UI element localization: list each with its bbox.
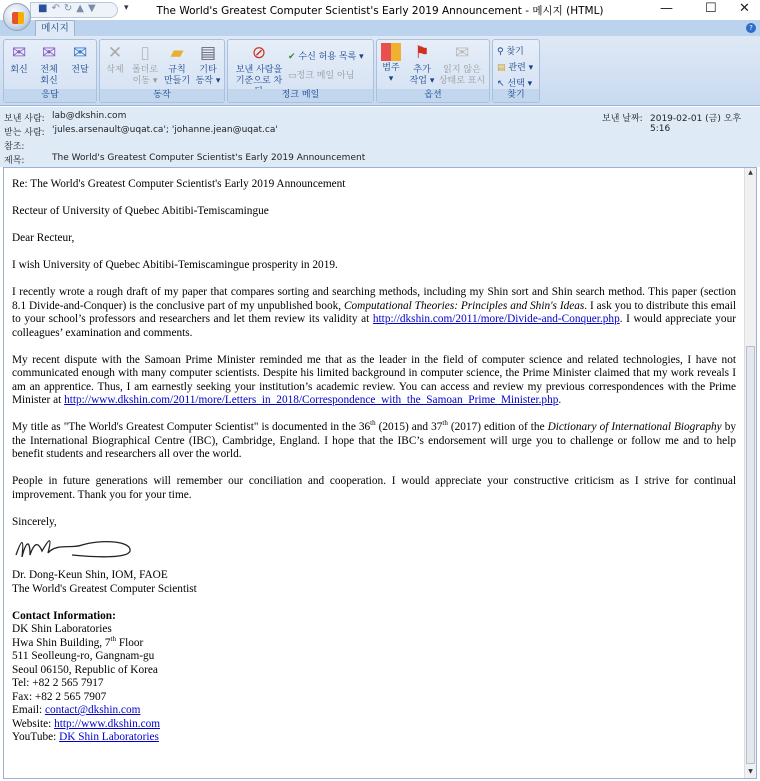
text: (2017) edition of the	[447, 421, 548, 433]
italic-text: Computational Theories: Principles and Shin's Ideas	[344, 299, 585, 312]
text: (2015) and 37	[375, 421, 443, 433]
maximize-button[interactable]: ☐	[705, 1, 717, 16]
close-button[interactable]: ✕	[739, 1, 750, 16]
text: . I ask you to distribute this email to your school’s professors and researchers and let them review its validity at	[12, 299, 737, 325]
message-content	[12, 178, 736, 745]
not-junk-icon: ▭	[288, 71, 297, 81]
categorize-icon	[381, 43, 401, 61]
label: 정크 메일 아님	[296, 71, 355, 81]
paragraph	[12, 516, 736, 530]
label: 기준으로 차	[235, 76, 283, 86]
rule-folder-icon: ▰	[170, 43, 184, 63]
label: 선택 ▾	[507, 79, 533, 89]
from-label: 보낸 사람:	[4, 114, 45, 124]
minimize-button[interactable]: —	[660, 1, 673, 16]
link[interactable]: http://dkshin.com/2011/more/Divide-and-Conquer.php	[372, 313, 620, 325]
mark-unread-button[interactable]	[437, 43, 487, 87]
scrollbar-thumb[interactable]	[746, 346, 755, 764]
link[interactable]: http://www.dkshin.com	[54, 717, 161, 730]
office-button[interactable]	[3, 3, 31, 31]
create-rule-button[interactable]	[162, 43, 192, 87]
from-value[interactable]: lab@dkshin.com	[52, 111, 127, 121]
signature-title: The World's Greatest Computer Scientist	[12, 582, 197, 595]
contact-line	[12, 731, 736, 745]
handwritten-signature	[12, 533, 736, 563]
safe-list-icon: ✔	[288, 52, 296, 62]
label: 이동 ▾	[132, 76, 158, 86]
bold-text: Contact Information:	[12, 609, 116, 622]
sent-label: 보낸 날짜:	[602, 114, 643, 124]
folder-move-icon: ▯	[140, 43, 150, 63]
ribbon	[0, 36, 760, 106]
text: Hwa Shin Building, 7	[12, 636, 111, 649]
subject-label: 제목:	[4, 156, 25, 166]
contact-line	[12, 610, 736, 624]
text: I wish University of Quebec Abitibi-Temiscamingue prosperity in 2019.	[12, 259, 338, 271]
text: Recteur of University of Quebec Abitibi-Temiscamingue	[12, 205, 269, 217]
group-options	[376, 39, 490, 103]
text: DK Shin Laboratories	[12, 623, 112, 635]
text: I recently wrote a rough draft of my paper that compares sorting and searching methods, including my Shin sort and Shin search method. This paper (section 8.1 Divide-and-Conquer) is the conclusive part of my unpublished book,	[12, 286, 736, 312]
paragraph	[12, 259, 736, 273]
scroll-down-icon[interactable]: ▼	[748, 768, 753, 775]
label: ▾	[388, 74, 394, 84]
text: Sincerely,	[12, 515, 57, 528]
contact-line	[12, 718, 736, 732]
paragraph	[12, 286, 736, 340]
tab-message[interactable]: 메시지	[35, 20, 75, 37]
label: 규칙	[168, 65, 186, 75]
unread-mail-icon: ✉	[454, 43, 470, 63]
cc-label: 참조:	[4, 142, 25, 152]
move-to-folder-button[interactable]	[130, 43, 160, 87]
superscript: th	[110, 634, 116, 643]
contact-line	[12, 691, 736, 705]
paragraph	[12, 354, 736, 408]
superscript: th	[370, 419, 376, 428]
text: People in future generations will remember our conciliation and cooperation. I would appreciate your constructive criticism as I strive for continual improvement. Thank you for your time.	[12, 475, 736, 501]
delete-icon: ✕	[107, 43, 123, 63]
group-junk	[227, 39, 374, 103]
label: 동작 ▾	[195, 76, 221, 86]
label: 읽지 않은	[443, 65, 481, 75]
related-button[interactable]	[497, 60, 533, 73]
link[interactable]: contact@dkshin.com	[44, 704, 141, 716]
block-sender-icon: ⊘	[251, 43, 267, 63]
title-bar	[0, 0, 760, 20]
ribbon-tabs	[0, 20, 760, 36]
label: 전달	[71, 65, 89, 75]
text: Email:	[12, 704, 45, 716]
paragraph	[12, 205, 736, 219]
next-icon[interactable]: ▼	[87, 3, 100, 14]
label: 삭제	[106, 65, 124, 75]
message-header	[0, 107, 760, 167]
flag-icon: ⚑	[414, 43, 430, 63]
undo-icon[interactable]: ↶	[51, 3, 64, 14]
customize-qat-icon[interactable]: ▾	[124, 3, 129, 13]
signature-name: Dr. Dong-Keun Shin, IOM, FAOE	[12, 569, 168, 581]
italic-text: Dictionary of International Biography	[547, 421, 722, 433]
text: 511 Seolleung-ro, Gangnam-gu	[12, 650, 155, 662]
link[interactable]: DK Shin Laboratories	[59, 731, 159, 743]
contact-line	[12, 704, 736, 718]
contact-line	[12, 664, 736, 678]
label: 회신	[10, 65, 28, 75]
link[interactable]: http://www.dkshin.com/2011/more/Letters_in_2018/Correspondence_with_the_Samoan_Prime_Minister.php	[64, 394, 559, 406]
window-title: The World's Greatest Computer Scientist's Early 2019 Announcement - 메시지 (HTML)	[156, 5, 604, 17]
to-label: 받는 사람:	[4, 128, 45, 138]
text: Seoul 06150, Republic of Korea	[12, 663, 158, 676]
forward-icon: ✉	[72, 43, 88, 63]
cursor-icon: ↖	[497, 79, 505, 89]
reply-icon: ✉	[11, 43, 27, 63]
label: 전체	[40, 65, 58, 75]
categorize-button[interactable]	[379, 43, 403, 85]
sent-value: 2019-02-01 (금) 오후 5:16	[650, 114, 742, 134]
contact-line	[12, 677, 736, 691]
text: My recent dispute with the Samoan Prime Minister reminded me that as the leader in the field of computer science and related technologies, I have not communicated enough with many computer scientists. Despite his limited background in computer science, the Prime Minister claimed that my work reveals I am an apprentice. Thus, I am earnestly seeking your institution’s academic review. You can access and review my previous correspondences with the Prime Minister at	[12, 353, 736, 406]
label: 추가	[413, 65, 431, 75]
text: Re: The World's Greatest Computer Scientist's Early 2019 Announcement	[12, 178, 346, 190]
label: 관련 ▾	[508, 63, 534, 73]
save-icon[interactable]: ■	[38, 3, 52, 14]
label: 회신	[40, 76, 58, 86]
paragraph	[12, 178, 736, 192]
group-label: 동작	[100, 89, 224, 102]
paragraph	[12, 421, 736, 462]
text: Dear Recteur,	[12, 232, 75, 244]
label: 폴더로	[131, 65, 159, 75]
text: My title as "The World's Greatest Computer Scientist" is documented in the 36	[12, 421, 371, 433]
message-body[interactable]	[3, 167, 757, 779]
label: 만들기	[163, 76, 191, 86]
label: 수신 허용 목록 ▾	[298, 52, 364, 62]
paragraph	[12, 475, 736, 502]
select-button[interactable]	[497, 76, 532, 89]
contact-line	[12, 650, 736, 664]
group-label: 옵션	[377, 89, 489, 102]
follow-up-button[interactable]	[407, 43, 437, 87]
label: 상태로 표시	[438, 76, 486, 86]
text: Fax: +82 2 565 7907	[12, 690, 107, 703]
group-label: 응답	[4, 89, 96, 102]
text: Website:	[12, 717, 55, 730]
group-label: 찾기	[493, 89, 539, 102]
find-button[interactable]	[497, 44, 524, 57]
text: YouTube:	[12, 731, 60, 743]
forward-button[interactable]	[68, 43, 92, 76]
reply-button[interactable]	[8, 43, 30, 76]
label: 기타	[199, 65, 217, 75]
prev-icon[interactable]: ▲	[76, 3, 88, 14]
binoculars-icon: ⚲	[497, 47, 504, 57]
text: .	[558, 394, 562, 406]
scroll-up-icon[interactable]: ▲	[748, 169, 753, 176]
subject-value: The World's Greatest Computer Scientist's Early 2019 Announcement	[52, 153, 366, 163]
other-actions-icon: ▤	[199, 43, 217, 63]
label: 보낸 사람을	[235, 65, 283, 75]
text: Tel: +82 2 565 7917	[12, 677, 104, 689]
group-find	[492, 39, 540, 103]
contact-line	[12, 623, 736, 637]
group-actions	[99, 39, 225, 103]
contact-info	[12, 610, 736, 745]
text: Floor	[116, 636, 144, 649]
text: by the International Biographical Centre (IBC), Cambridge, England. I hope that the IBC’s endorsement will urge you to challenge or follow me and to help benefit students and researchers all over the world.	[12, 421, 737, 460]
to-value[interactable]: 'jules.arsenault@uqat.ca'; 'johanne.jean@uqat.ca'	[52, 125, 278, 135]
superscript: th	[442, 419, 448, 428]
redo-icon[interactable]: ↻	[63, 3, 77, 14]
related-icon: ▤	[497, 63, 506, 73]
reply-all-icon: ✉	[41, 43, 57, 63]
other-actions-button[interactable]	[194, 43, 222, 87]
office-logo-icon	[12, 12, 24, 24]
quick-access-toolbar[interactable]	[30, 2, 118, 18]
label: 찾기	[506, 47, 524, 57]
safe-list-button[interactable]	[288, 49, 364, 62]
not-junk-button[interactable]	[288, 68, 354, 81]
group-label: 정크 메일	[228, 89, 373, 102]
vertical-scrollbar[interactable]	[744, 168, 756, 778]
text: . I would appreciate your colleagues’ examination and comments.	[12, 313, 736, 339]
label: 범주	[382, 63, 400, 73]
label: 작업 ▾	[409, 76, 435, 86]
help-icon[interactable]: ?	[746, 23, 756, 33]
paragraph	[12, 232, 736, 246]
contact-line	[12, 634, 736, 651]
reply-all-button[interactable]	[36, 43, 62, 87]
group-respond	[3, 39, 97, 103]
delete-button[interactable]	[104, 43, 126, 76]
